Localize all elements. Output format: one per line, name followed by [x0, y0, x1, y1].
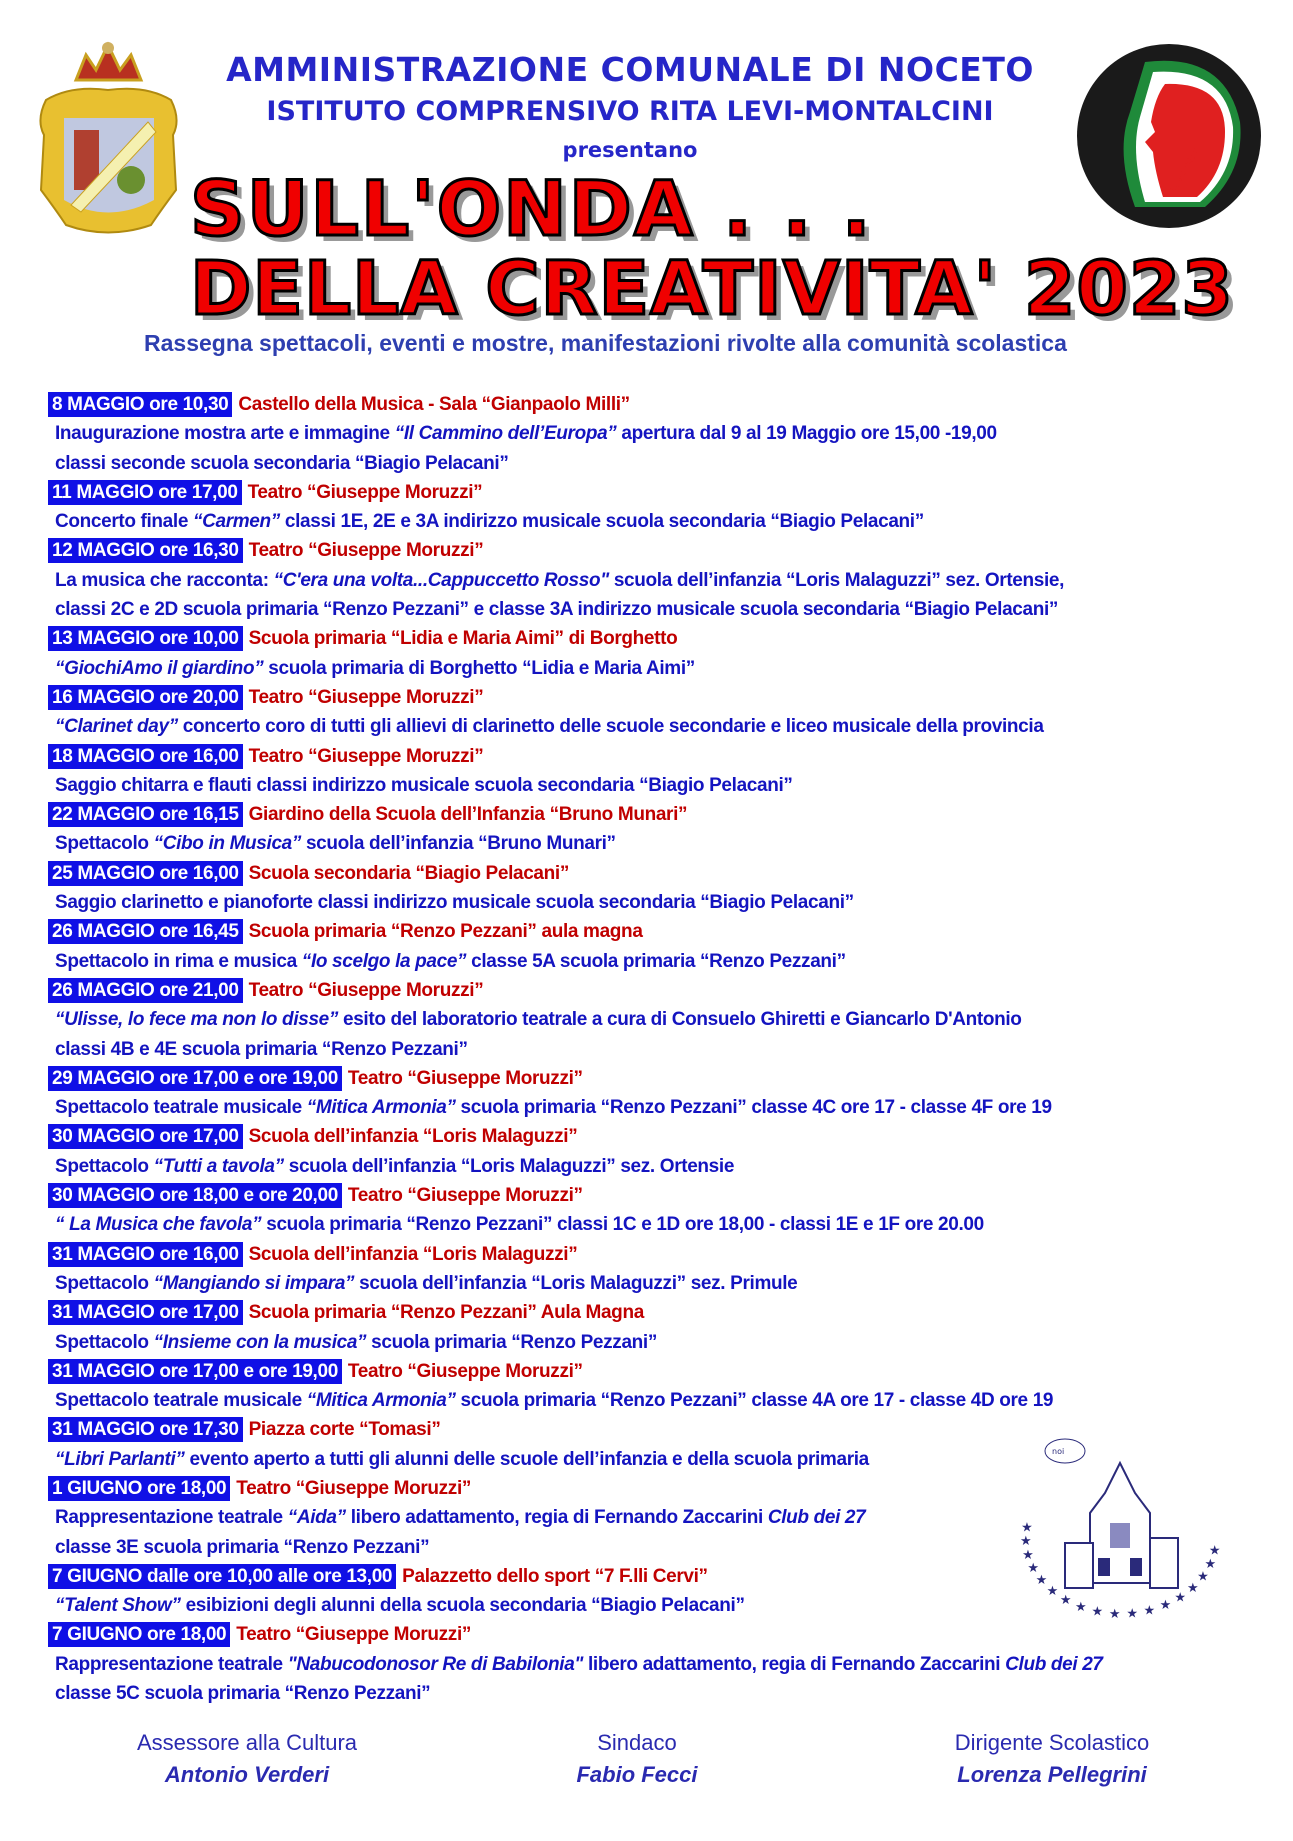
event-description-text: “Libri Parlanti”: [55, 1448, 185, 1470]
svg-text:noi: noi: [1052, 1447, 1065, 1456]
event-description-text: Spettacolo teatrale musicale: [55, 1097, 307, 1119]
header-line-2: ISTITUTO COMPRENSIVO RITA LEVI-MONTALCINI: [266, 96, 994, 127]
event-venue: Scuola secondaria “Biagio Pelacani”: [248, 862, 569, 884]
event-description-text: "Nabucodonosor Re di Babilonia": [287, 1653, 584, 1675]
event-description-text: Spettacolo in rima e musica: [55, 950, 302, 972]
event-description-text: Rappresentazione teatrale: [55, 1507, 288, 1529]
event-header: [48, 1064, 1278, 1093]
event-description-text: Rappresentazione teatrale: [55, 1653, 288, 1675]
event-description-line: [48, 829, 1278, 858]
event-description-line: [48, 1679, 1278, 1708]
event-description-text: “Carmen”: [192, 511, 280, 533]
event-description-text: classi 1E, 2E e 3A indirizzo musicale scuola secondaria “Biagio Pelacani”: [279, 511, 924, 533]
event-description-line: [48, 1386, 1278, 1415]
event-date-badge: 30 MAGGIO ore 18,00 e ore 20,00: [48, 1183, 342, 1208]
event-description-text: Concerto finale: [55, 511, 193, 533]
event-description-line: [48, 1005, 1278, 1034]
event-description-text: apertura dal 9 al 19 Maggio ore 15,00 -19,00: [616, 423, 997, 445]
event-date-badge: 30 MAGGIO ore 17,00: [48, 1124, 243, 1149]
signature-role: Assessore alla Cultura: [136, 1730, 358, 1755]
event-description-text: classi 2C e 2D scuola primaria “Renzo Pezzani” e classe 3A indirizzo musicale scuola secondaria “Biagio Pelacani”: [55, 599, 1059, 621]
event-venue: Teatro “Giuseppe Moruzzi”: [248, 686, 484, 708]
event-header: [48, 800, 1278, 829]
star-icon: ★: [1159, 1597, 1172, 1613]
signature-name: Lorenza Pellegrini: [957, 1762, 1147, 1787]
event-date-badge: 31 MAGGIO ore 17,00 e ore 19,00: [48, 1359, 342, 1384]
signature-assessore: [67, 1730, 427, 1788]
event-header: [48, 390, 1278, 419]
event-date-badge: 26 MAGGIO ore 21,00: [48, 978, 243, 1003]
event-description-text: “GiochiAmo il giardino”: [55, 657, 264, 679]
star-icon: ★: [1204, 1556, 1217, 1572]
event-description-text: “Insieme con la musica”: [153, 1331, 367, 1353]
event-description-text: classe 3E scuola primaria “Renzo Pezzani”: [55, 1536, 430, 1558]
signature-name: Antonio Verderi: [164, 1762, 330, 1787]
event-description-line: [48, 947, 1278, 976]
event-description-text: “Mangiando si impara”: [153, 1272, 355, 1294]
event-description-line: [48, 449, 1278, 478]
event-description-text: “C'era una volta...Cappuccetto Rosso": [273, 569, 609, 591]
event-description-text: Spettacolo: [55, 1331, 154, 1353]
event-description-line: [48, 1152, 1278, 1181]
event-description-line: [48, 419, 1278, 448]
event-header: [48, 1240, 1278, 1269]
signature-sindaco: [457, 1730, 817, 1788]
star-icon: ★: [1020, 1533, 1032, 1549]
event-description-text: “Mitica Armonia”: [306, 1097, 456, 1119]
event-header: [48, 683, 1278, 712]
event-description-text: scuola primaria “Renzo Pezzani”: [366, 1331, 657, 1353]
star-icon: ★: [1126, 1605, 1139, 1621]
event-description-line: [48, 1210, 1278, 1239]
event-description-text: “Io scelgo la pace”: [301, 950, 467, 972]
event-venue: Scuola dell’infanzia “Loris Malaguzzi”: [248, 1126, 578, 1148]
event-date-badge: 31 MAGGIO ore 17,00: [48, 1300, 243, 1325]
star-icon: ★: [1035, 1572, 1048, 1588]
star-icon: ★: [1186, 1579, 1199, 1595]
event-description-text: scuola dell’infanzia “Bruno Munari”: [301, 833, 616, 855]
event-description-text: scuola primaria “Renzo Pezzani” classe 4A ore 17 - classe 4D ore 19: [455, 1390, 1054, 1412]
event-venue: Teatro “Giuseppe Moruzzi”: [236, 1477, 472, 1499]
event-date-badge: 11 MAGGIO ore 17,00: [48, 480, 242, 505]
event-description-line: [48, 595, 1278, 624]
event-description-text: “Clarinet day”: [55, 716, 178, 738]
event-description-text: Club dei 27: [1005, 1653, 1103, 1675]
event-header: [48, 624, 1278, 653]
event-description-text: “Mitica Armonia”: [306, 1390, 456, 1412]
event-date-badge: 25 MAGGIO ore 16,00: [48, 861, 243, 886]
event-description-text: esito del laboratorio teatrale a cura di Consuelo Ghiretti e Giancarlo D'Antonio: [338, 1009, 1022, 1031]
event-description-line: [48, 712, 1278, 741]
event-date-badge: 8 MAGGIO ore 10,30: [48, 392, 232, 417]
event-venue: Teatro “Giuseppe Moruzzi”: [248, 540, 484, 562]
event-description-text: classi seconde scuola secondaria “Biagio Pelacani”: [55, 452, 509, 474]
event-description-text: libero adattamento, regia di Fernando Zaccarini: [583, 1653, 1006, 1675]
event-description-text: “ La Musica che favola”: [55, 1214, 262, 1236]
star-icon: ★: [1059, 1592, 1072, 1608]
event-description-text: scuola dell’infanzia “Loris Malaguzzi” sez. Ortensie: [283, 1155, 735, 1177]
event-description-text: “Talent Show”: [55, 1595, 181, 1617]
event-date-badge: 31 MAGGIO ore 17,30: [48, 1417, 243, 1442]
event-description-line: [48, 888, 1278, 917]
star-icon: ★: [1021, 1519, 1033, 1535]
event-description-text: Spettacolo: [55, 1272, 154, 1294]
star-icon: ★: [1108, 1605, 1121, 1621]
star-icon: ★: [1197, 1568, 1209, 1584]
event-date-badge: 12 MAGGIO ore 16,30: [48, 538, 243, 563]
star-icon: ★: [1143, 1602, 1156, 1618]
event-date-badge: 26 MAGGIO ore 16,45: [48, 919, 243, 944]
event-header: [48, 976, 1278, 1005]
event-description-text: scuola primaria “Renzo Pezzani” classi 1C e 1D ore 18,00 - classi 1E e 1F ore 20.00: [261, 1214, 984, 1236]
event-description-text: scuola primaria di Borghetto “Lidia e Maria Aimi”: [263, 657, 695, 679]
event-description-text: scuola dell’infanzia “Loris Malaguzzi” sez. Primule: [354, 1272, 798, 1294]
signature-dirigente: [872, 1730, 1232, 1788]
event-description-text: Spettacolo: [55, 833, 154, 855]
event-date-badge: 18 MAGGIO ore 16,00: [48, 744, 243, 769]
event-description-text: scuola dell’infanzia “Loris Malaguzzi” sez. Ortensie,: [608, 569, 1065, 591]
event-venue: Teatro “Giuseppe Moruzzi”: [236, 1624, 472, 1646]
star-icon: ★: [1027, 1560, 1040, 1576]
event-description-text: Inaugurazione mostra arte e immagine: [55, 423, 395, 445]
event-date-badge: 16 MAGGIO ore 20,00: [48, 685, 243, 710]
event-header: [48, 742, 1278, 771]
noceto-coat-of-arms-logo: [36, 40, 181, 240]
event-venue: Scuola primaria “Renzo Pezzani” Aula Magna: [248, 1302, 644, 1324]
event-description-text: “Aida”: [287, 1507, 346, 1529]
event-description-text: Club dei 27: [767, 1507, 866, 1529]
event-description-line: [48, 507, 1278, 536]
event-description-text: classi 4B e 4E scuola primaria “Renzo Pezzani”: [55, 1038, 468, 1060]
event-venue: Palazzetto dello sport “7 F.lli Cervi”: [402, 1565, 708, 1587]
event-description-text: Saggio clarinetto e pianoforte classi indirizzo musicale scuola secondaria “Biagio Pelacani”: [55, 892, 854, 914]
event-header: [48, 859, 1278, 888]
event-description-text: classe 5C scuola primaria “Renzo Pezzani”: [55, 1683, 431, 1705]
star-icon: ★: [1174, 1589, 1186, 1605]
event-description-text: “Cibo in Musica”: [153, 833, 302, 855]
event-venue: Castello della Musica - Sala “Gianpaolo Milli”: [238, 394, 630, 415]
title-line-1: SULL'ONDA . . .: [190, 164, 873, 253]
event-venue: Teatro “Giuseppe Moruzzi”: [248, 745, 484, 767]
event-header: [48, 1122, 1278, 1151]
event-description-text: esibizioni degli alunni della scuola secondaria “Biagio Pelacani”: [180, 1595, 745, 1617]
header-line-1: AMMINISTRAZIONE COMUNALE DI NOCETO: [226, 50, 1034, 89]
event-date-badge: 22 MAGGIO ore 16,15: [48, 802, 243, 827]
signature-name: Fabio Fecci: [576, 1762, 698, 1787]
event-description-text: evento aperto a tutti gli alunni delle scuole dell’infanzia e della scuola primaria: [184, 1448, 869, 1470]
event-header: [48, 1298, 1278, 1327]
event-description-text: La musica che racconta:: [55, 569, 274, 591]
event-header: [48, 478, 1278, 507]
title-line-2: DELLA CREATIVITA' 2023: [190, 246, 1234, 332]
event-description-line: [48, 1093, 1278, 1122]
event-header: [48, 1181, 1278, 1210]
header-presentano: presentano: [562, 138, 698, 162]
event-description-line: [48, 1269, 1278, 1298]
star-icon: ★: [1022, 1546, 1034, 1562]
star-icon: ★: [1208, 1542, 1221, 1558]
event-description-text: scuola primaria “Renzo Pezzani” classe 4C ore 17 - classe 4F ore 19: [455, 1097, 1052, 1119]
event-venue: Piazza corte “Tomasi”: [248, 1419, 441, 1441]
event-description-text: Spettacolo: [55, 1155, 154, 1177]
event-venue: Teatro “Giuseppe Moruzzi”: [347, 1360, 583, 1382]
event-description-text: “Ulisse, lo fece ma non lo disse”: [55, 1009, 339, 1031]
event-description-line: [48, 1328, 1278, 1357]
event-date-badge: 1 GIUGNO ore 18,00: [48, 1476, 230, 1501]
event-date-badge: 7 GIUGNO ore 18,00: [48, 1622, 230, 1647]
event-description-text: “Il Cammino dell’Europa”: [394, 423, 617, 445]
event-description-text: “Tutti a tavola”: [153, 1155, 284, 1177]
event-header: [48, 1357, 1278, 1386]
event-description-text: libero adattamento, regia di Fernando Zaccarini: [345, 1507, 768, 1529]
event-description-text: Spettacolo teatrale musicale: [55, 1390, 307, 1412]
event-description-line: [48, 566, 1278, 595]
event-venue: Scuola primaria “Lidia e Maria Aimi” di Borghetto: [248, 628, 678, 650]
star-icon: ★: [1075, 1599, 1087, 1615]
event-venue: Teatro “Giuseppe Moruzzi”: [247, 481, 483, 503]
star-icon: ★: [1091, 1603, 1104, 1619]
event-description-line: [48, 1650, 1278, 1679]
subtitle: Rassegna spettacoli, eventi e mostre, manifestazioni rivolte alla comunità scolastica: [144, 330, 1067, 356]
event-date-badge: 29 MAGGIO ore 17,00 e ore 19,00: [48, 1066, 342, 1091]
event-date-badge: 13 MAGGIO ore 10,00: [48, 626, 243, 651]
signature-role: Sindaco: [597, 1730, 677, 1755]
event-date-badge: 7 GIUGNO dalle ore 10,00 alle ore 13,00: [48, 1564, 396, 1589]
event-venue: Teatro “Giuseppe Moruzzi”: [248, 979, 484, 1001]
school-logo-text: IC NOCETO: [1168, 146, 1202, 193]
event-header: [48, 917, 1278, 946]
event-venue: Teatro “Giuseppe Moruzzi”: [347, 1067, 583, 1089]
event-venue: Teatro “Giuseppe Moruzzi”: [347, 1185, 583, 1207]
event-description-text: concerto coro di tutti gli allievi di clarinetto delle scuole secondarie e liceo musicale della provincia: [177, 716, 1044, 738]
event-venue: Giardino della Scuola dell’Infanzia “Bruno Munari”: [248, 804, 688, 826]
event-description-text: classe 5A scuola primaria “Renzo Pezzani”: [466, 950, 846, 972]
star-icon: ★: [1046, 1583, 1059, 1599]
signature-role: Dirigente Scolastico: [954, 1730, 1150, 1755]
school-logo: [1075, 42, 1263, 230]
event-description-line: [48, 1035, 1278, 1064]
event-venue: Scuola dell’infanzia “Loris Malaguzzi”: [248, 1243, 578, 1265]
event-description-line: [48, 771, 1278, 800]
event-venue: Scuola primaria “Renzo Pezzani” aula magna: [248, 921, 643, 943]
event-description-text: Saggio chitarra e flauti classi indirizzo musicale scuola secondaria “Biagio Pelacani”: [55, 774, 793, 796]
castle-illustration: [1010, 1433, 1230, 1633]
event-header: [48, 536, 1278, 565]
event-date-badge: 31 MAGGIO ore 16,00: [48, 1242, 243, 1267]
event-description-line: [48, 654, 1278, 683]
